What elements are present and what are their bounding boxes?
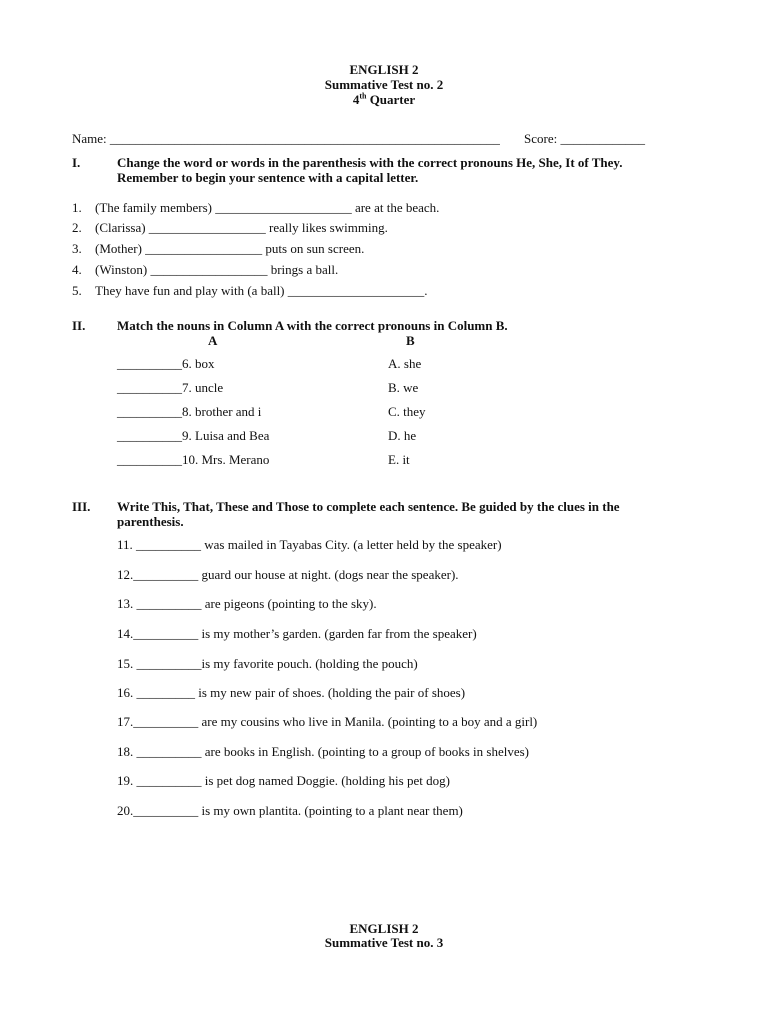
section-3-item: 19. __________ is pet dog named Doggie. (holding his pet dog) bbox=[117, 773, 450, 788]
section-1-item-number: 5. bbox=[72, 283, 82, 298]
column-b-item: D. he bbox=[388, 428, 417, 443]
section-3-item: 14.__________ is my mother’s garden. (garden far from the speaker) bbox=[117, 626, 477, 641]
header-test: Summative Test no. 2 bbox=[324, 77, 444, 92]
section-1-instruction: Change the word or words in the parenthesis with the correct pronouns He, She, It of They. Remember to begin your sentence with a capital letter. bbox=[117, 155, 623, 185]
column-b-item: B. we bbox=[388, 380, 419, 395]
section-1-item-text: They have fun and play with (a ball) _____________________. bbox=[95, 283, 428, 298]
name-field: Name: ____________________________________________________________ bbox=[72, 131, 500, 146]
section-1-item-number: 4. bbox=[72, 262, 82, 277]
section-3-number: III. bbox=[72, 499, 91, 514]
column-b-item: E. it bbox=[388, 452, 410, 467]
section-3-item: 20.__________ is my own plantita. (pointing to a plant near them) bbox=[117, 803, 463, 818]
section-1-item-number: 2. bbox=[72, 220, 82, 235]
section-3-item: 18. __________ are books in English. (pointing to a group of books in shelves) bbox=[117, 744, 529, 759]
section-1-number: I. bbox=[72, 155, 81, 170]
column-a-item: __________10. Mrs. Merano bbox=[117, 452, 270, 467]
column-a-item: __________8. brother and i bbox=[117, 404, 262, 419]
score-field: Score: _____________ bbox=[524, 131, 645, 146]
column-b-item: A. she bbox=[388, 356, 422, 371]
header-quarter bbox=[0, 92, 768, 108]
section-1-item-text: (Winston) __________________ brings a ball. bbox=[95, 262, 339, 277]
column-b-item: C. they bbox=[388, 404, 426, 419]
section-1-item-number: 3. bbox=[72, 241, 82, 256]
section-3-item: 15. __________is my favorite pouch. (holding the pouch) bbox=[117, 656, 418, 671]
column-a-item: __________7. uncle bbox=[117, 380, 224, 395]
section-1-item-number: 1. bbox=[72, 200, 82, 215]
section-3-item: 11. __________ was mailed in Tayabas City. (a letter held by the speaker) bbox=[117, 537, 502, 552]
quarter-superscript: th bbox=[359, 91, 367, 101]
quarter-word: Quarter bbox=[366, 92, 416, 107]
section-1-item-text: (The family members) _____________________ are at the beach. bbox=[95, 200, 440, 215]
section-3-item: 17.__________ are my cousins who live in Manila. (pointing to a boy and a girl) bbox=[117, 714, 538, 729]
section-1-item-text: (Clarissa) __________________ really likes swimming. bbox=[95, 220, 388, 235]
section-3-item: 13. __________ are pigeons (pointing to the sky). bbox=[117, 596, 377, 611]
section-1-item-text: (Mother) __________________ puts on sun screen. bbox=[95, 241, 365, 256]
column-a-item: __________9. Luisa and Bea bbox=[117, 428, 270, 443]
section-3-item: 16. _________ is my new pair of shoes. (holding the pair of shoes) bbox=[117, 685, 466, 700]
section-3-instruction: Write This, That, These and Those to complete each sentence. Be guided by the clues in the parenthesis. bbox=[117, 499, 620, 529]
column-a-header: A bbox=[208, 333, 218, 348]
footer-test: Summative Test no. 3 bbox=[324, 935, 444, 950]
header-subject: ENGLISH 2 bbox=[349, 62, 419, 77]
section-3-item: 12.__________ guard our house at night. (dogs near the speaker). bbox=[117, 567, 459, 582]
footer-subject: ENGLISH 2 bbox=[349, 921, 419, 936]
column-b-header: B bbox=[406, 333, 415, 348]
quarter-number: 4 bbox=[352, 92, 360, 107]
section-2-instruction: Match the nouns in Column A with the correct pronouns in Column B. bbox=[117, 318, 508, 333]
section-2-number: II. bbox=[72, 318, 86, 333]
column-a-item: __________6. box bbox=[117, 356, 215, 371]
